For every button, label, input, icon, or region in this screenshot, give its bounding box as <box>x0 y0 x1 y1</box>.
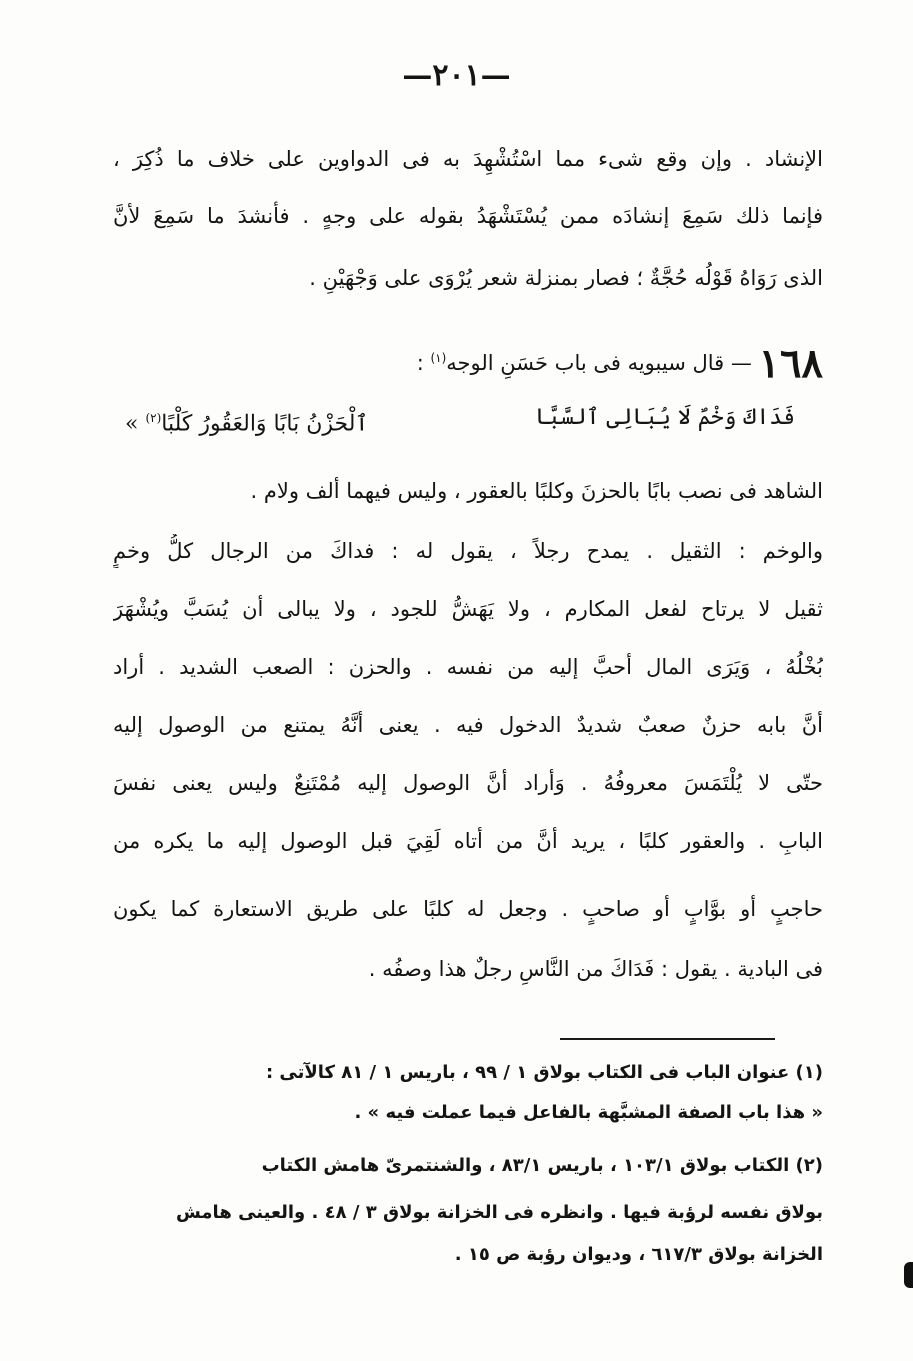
page-number: —٢٠١— <box>402 58 511 93</box>
commentary-line-1: الشاهد فى نصب بابًا بالحزنَ وكلبًا بالعقور ، وليس فيهما ألف ولام . <box>250 479 823 503</box>
entry-dash: — <box>730 351 752 375</box>
commentary-line-3: ثقيل لا يرتاح لفعل المكارم ، ولا يَهَشُّ للجود ، ولا يبالى أن يُسَبَّ ويُشْهَرَ <box>113 597 823 621</box>
commentary-line-7: البابِ . والعقور كلبًا ، يريد أنَّ من أتاه لَقِيَ قبل الوصول إليه ما يكره من <box>113 829 823 853</box>
intro-line-2: فإنما ذلك سَمِعَ إنشادَه ممن يُسْتَشْهَدُ بقوله على وجهٍ . فأنشدَ ما سَمِعَ لأنَّ <box>113 204 823 228</box>
commentary-line-8: حاجبٍ أو بوَّابٍ أو صاحبٍ . وجعل له كلبًا على طريق الاستعارة كما يكون <box>113 897 823 921</box>
entry-number: ١٦٨ <box>758 340 823 387</box>
commentary-line-6: حتّى لا يُلْتَمَسَ معروفُهُ . وَأراد أنَّ الوصول إليه مُمْتَنِعٌ وليس يعنى نفسَ <box>113 771 823 795</box>
commentary-line-2: والوخم : الثقيل . يمدح رجلاً ، يقول له : فداكَ من الرجال كلُّ وخمٍ <box>113 539 823 563</box>
footnote-1-line-2: « هذا باب الصفة المشبَّهة بالفاعل فيما عملت فيه » . <box>354 1102 823 1123</box>
footnote-ref-2: (٢) <box>145 411 162 425</box>
verse-second-hemistich: ٱلْحَزْنُ بَابًا وَالعَقُورُ كَلْبًا <box>161 411 369 437</box>
footnote-rule <box>560 1038 775 1040</box>
verse <box>125 398 795 438</box>
verse-first-hemistich: فَدَاكَ وَخْمٌ لَا يُبَالِى ٱلسَّبَّا <box>534 405 795 430</box>
commentary-line-9: فى البادية . يقول : فَدَاكَ من النَّاسِ رجلٌ هذا وصفُه . <box>368 957 823 981</box>
entry-heading <box>416 338 823 387</box>
entry-heading-text: قال سيبويه فى باب حَسَنِ الوجه <box>446 351 725 375</box>
footnote-1-line-1: (١) عنوان الباب فى الكتاب بولاق ١ / ٩٩ ، باريس ١ / ٨١ كالآتى : <box>265 1062 823 1083</box>
commentary-line-4: بُخْلُهُ ، وَيَرَى المال أحبَّ إليه من نفسه . والحزن : الصعب الشديد . أراد <box>113 655 823 679</box>
verse-close-quote: » <box>125 411 139 437</box>
footnote-2-line-1: (٢) الكتاب بولاق ١٠٣/١ ، باريس ٨٣/١ ، والشنتمرىّ هامش الكتاب <box>261 1155 823 1176</box>
footnote-ref-1: (١) <box>430 351 447 365</box>
intro-line-3: الذى رَوَاهُ قَوْلُه حُجَّةٌ ؛ فصار بمنزلة شعر يُرْوَى على وَجْهَيْنِ . <box>309 266 823 290</box>
footnote-2-line-2: بولاق نفسه لرؤبة فيها . وانظره فى الخزانة بولاق ٣ / ٤٨ . والعينى هامش <box>175 1202 823 1223</box>
intro-line-1: الإنشاد . وإن وقع شىء مما اسْتُشْهِدَ به فى الدواوين على خلاف ما ذُكِرَ ، <box>113 147 823 171</box>
commentary-line-5: أنَّ بابه حزنٌ صعبٌ شديدٌ الدخول فيه . يعنى أنَّهُ يمتنع من الوصول إليه <box>113 713 823 737</box>
entry-heading-colon: : <box>416 351 424 375</box>
verse-second-hemistich-wrap <box>125 398 368 444</box>
page-edge-mark <box>904 1262 913 1288</box>
footnote-2-line-3: الخزانة بولاق ٦١٧/٣ ، وديوان رؤبة ص ١٥ . <box>454 1244 823 1265</box>
